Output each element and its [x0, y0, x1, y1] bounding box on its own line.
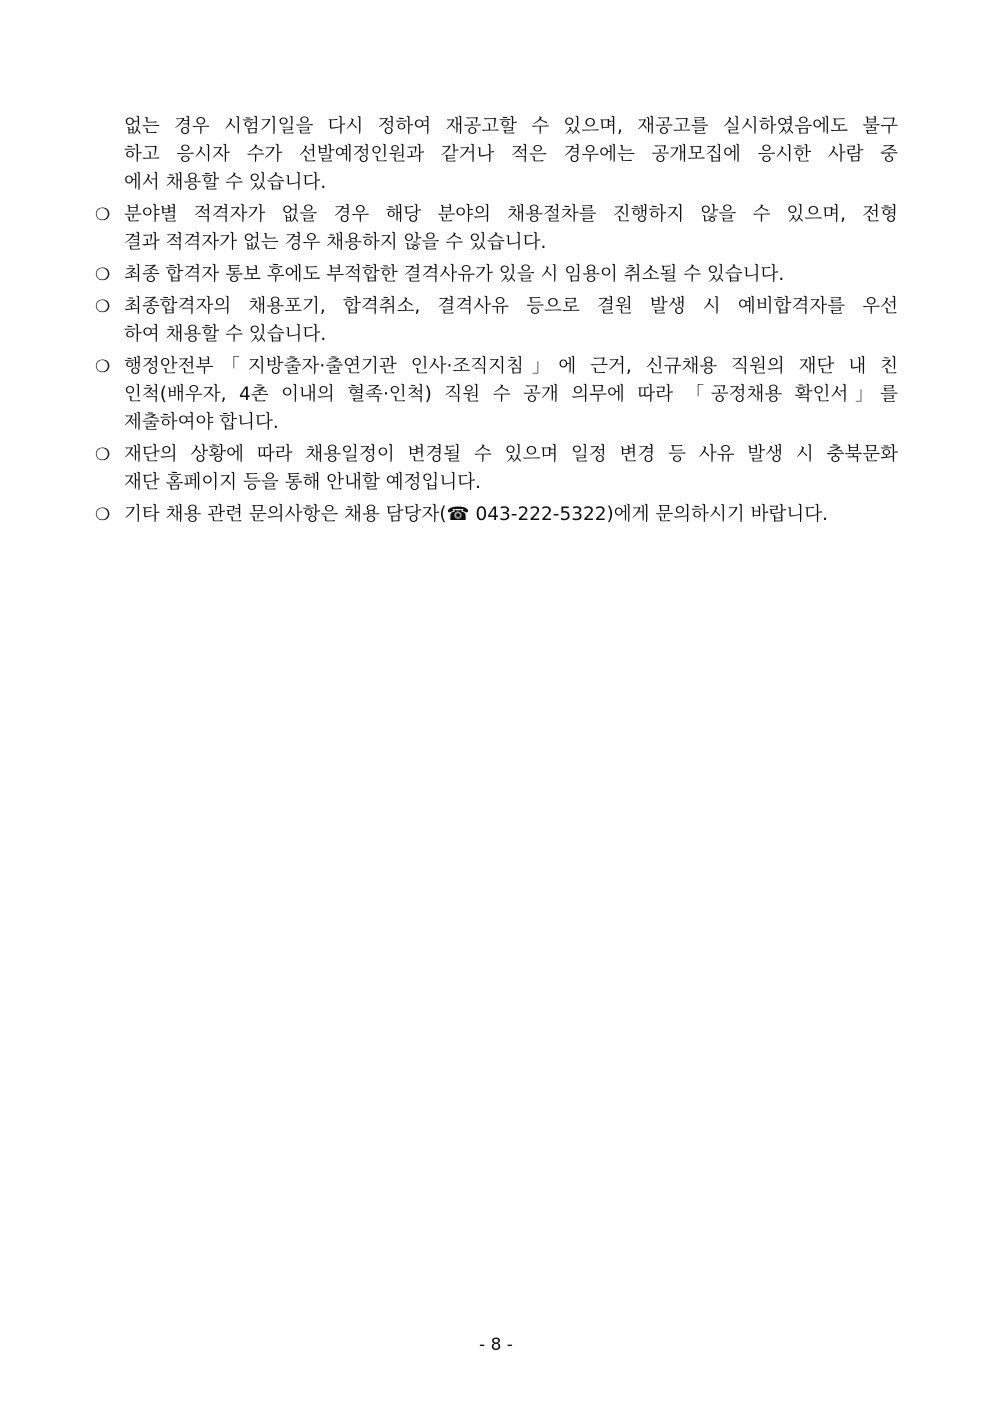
circle-bullet-icon: ❍	[95, 445, 111, 465]
text-line: 재단 홈페이지 등을 통해 안내할 예정입니다.	[124, 472, 481, 493]
circle-bullet-icon: ❍	[95, 357, 111, 377]
circle-bullet-icon: ❍	[95, 505, 111, 525]
text-line: 최종 합격자 통보 후에도 부적합한 결격사유가 있을 시 임용이 취소될 수 있습니다.	[124, 264, 785, 285]
text-line: 결과 적격자가 없는 경우 채용하지 않을 수 있습니다.	[124, 232, 547, 253]
text-line: 최종합격자의 채용포기, 합격취소, 결격사유 등으로 결원 발생 시 예비합격자를 우선	[124, 296, 898, 317]
text-line: 기타 채용 관련 문의사항은 채용 담당자(☎ 043-222-5322)에게 문의하시기 바랍니다.	[124, 504, 828, 525]
text-line: 에서 채용할 수 있습니다.	[124, 172, 327, 193]
text-line: 없는 경우 시험기일을 다시 정하여 재공고할 수 있으며, 재공고를 실시하였음에도 불구	[124, 116, 898, 137]
text-line: 분야별 적격자가 없을 경우 해당 분야의 채용절차를 진행하지 않을 수 있으며, 전형	[124, 204, 898, 225]
text-line: 재단의 상황에 따라 채용일정이 변경될 수 있으며 일정 변경 등 사유 발생 시 충북문화	[124, 444, 898, 465]
text-line: 인척(배우자, 4촌 이내의 혈족·인척) 직원 수 공개 의무에 따라 「공정채용 확인서」를	[124, 384, 898, 405]
text-line: 하고 응시자 수가 선발예정인원과 같거나 적은 경우에는 공개모집에 응시한 사람 중	[124, 144, 898, 165]
text-line: 하여 채용할 수 있습니다.	[124, 324, 327, 345]
text-line: 행정안전부「지방출자·출연기관 인사·조직지침」에 근거, 신규채용 직원의 재단 내 친	[124, 356, 898, 377]
circle-bullet-icon: ❍	[95, 265, 111, 285]
page-number: - 8 -	[479, 1335, 513, 1355]
circle-bullet-icon: ❍	[95, 297, 111, 317]
circle-bullet-icon: ❍	[95, 205, 111, 225]
text-line: 제출하여야 합니다.	[124, 412, 279, 433]
